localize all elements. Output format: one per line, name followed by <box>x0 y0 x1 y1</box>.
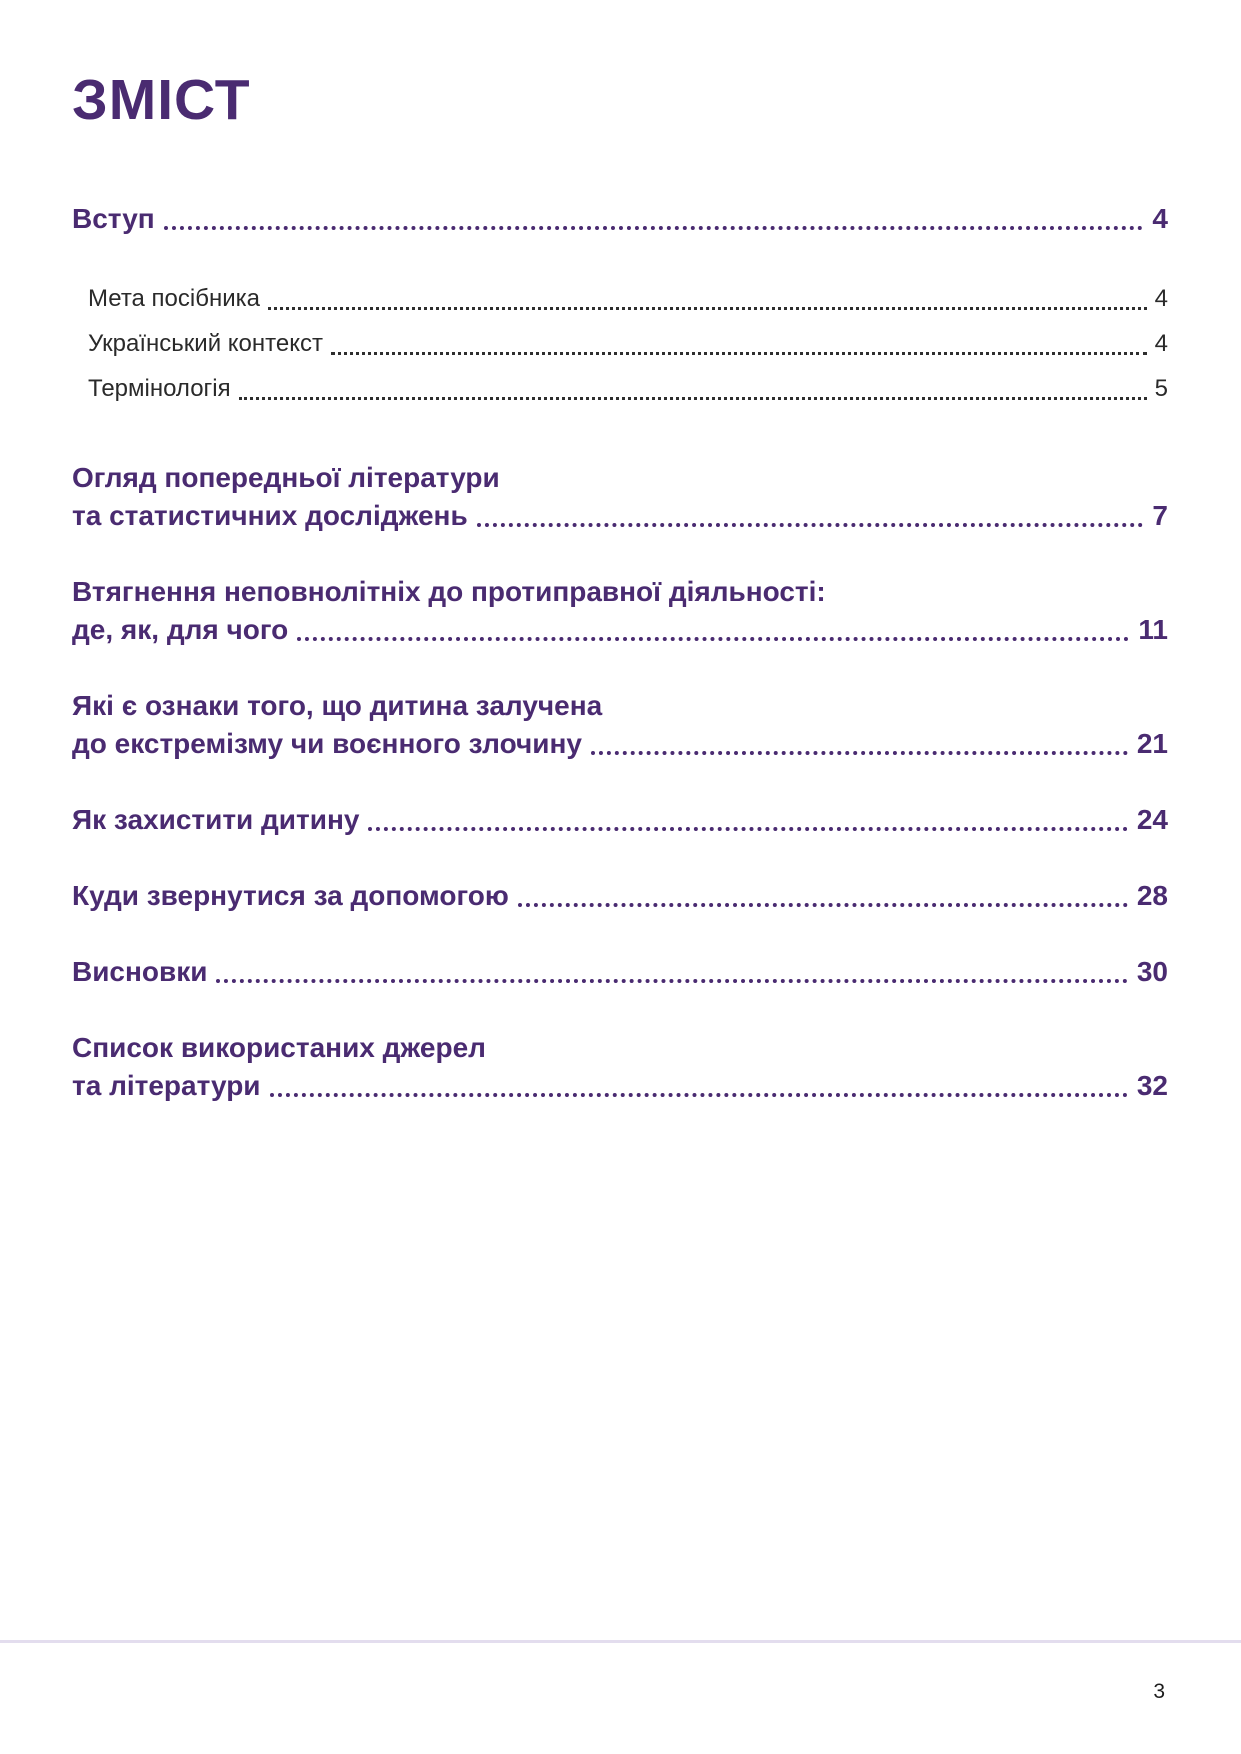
toc-entry-label: Термінологія <box>88 375 231 403</box>
toc-page-number: 4 <box>1154 330 1168 358</box>
dot-leader <box>331 352 1147 355</box>
dot-leader <box>164 226 1144 230</box>
toc-page-number: 30 <box>1136 956 1168 988</box>
dot-leader <box>477 523 1144 527</box>
dot-leader <box>297 637 1129 641</box>
toc-entry-vysnovky <box>72 953 1168 991</box>
toc-entry-label: Вступ <box>72 203 155 235</box>
toc-entry-line2: де, як, для чого 11 <box>72 611 1168 649</box>
footer-divider <box>0 1640 1241 1643</box>
toc-entry-line1: Список використаних джерел <box>72 1032 486 1064</box>
toc-entry-label: Мета посібника <box>88 285 261 313</box>
toc-entry-oznaky <box>72 687 1168 763</box>
toc-entry-terminolohiia <box>72 366 1168 411</box>
toc-page-number: 4 <box>1154 285 1168 313</box>
toc-entry-line1: Які є ознаки того, що дитина залучена <box>72 690 603 722</box>
dot-leader <box>268 307 1147 310</box>
dot-leader <box>216 979 1127 983</box>
footer-page-number: 3 <box>1153 1680 1165 1703</box>
toc-entry-label: Український контекст <box>88 330 323 358</box>
toc-entry-label: Як захистити дитину <box>72 804 360 836</box>
toc-entry-spysok-dzherel <box>72 1029 1168 1105</box>
toc-entry-line2: та літератури 32 <box>72 1067 1168 1105</box>
toc-sub-list <box>72 276 1168 411</box>
toc-page-number: 28 <box>1136 880 1168 912</box>
dot-leader <box>270 1093 1128 1097</box>
toc-page-number: 7 <box>1152 500 1168 532</box>
toc-entry-ohliad-literatury <box>72 459 1168 535</box>
toc-entry-meta-posibnyka <box>72 276 1168 321</box>
toc-page-number: 4 <box>1152 203 1168 235</box>
toc-entry-vtiahnennia <box>72 573 1168 649</box>
toc-entry-line2: до екстремізму чи воєнного злочину 21 <box>72 725 1168 763</box>
toc-entry-kudy-zvernutysia <box>72 877 1168 915</box>
toc-page-number: 32 <box>1136 1070 1168 1102</box>
toc-page-number: 24 <box>1136 804 1168 836</box>
page-title: ЗМІСТ <box>72 68 251 132</box>
toc-entry-line2: та статистичних досліджень 7 <box>72 497 1168 535</box>
toc-page-number: 11 <box>1138 614 1168 646</box>
toc-entry-yak-zakhystyty <box>72 801 1168 839</box>
toc-page-number: 21 <box>1136 728 1168 760</box>
toc-entry-line1: Огляд попередньої літератури <box>72 462 500 494</box>
dot-leader <box>591 751 1128 755</box>
toc-entry-ukrainskyi-kontekst <box>72 321 1168 366</box>
toc-page-number: 5 <box>1154 375 1168 403</box>
toc-entry-label: Висновки <box>72 956 208 988</box>
toc-entry-label: Куди звернутися за допомогою <box>72 880 509 912</box>
toc-entry-vstup <box>72 200 1168 238</box>
dot-leader <box>239 397 1147 400</box>
dot-leader <box>518 903 1128 907</box>
dot-leader <box>368 827 1127 831</box>
table-of-contents <box>72 200 1168 1105</box>
toc-entry-line1: Втягнення неповнолітніх до протиправної діяльності: <box>72 576 826 608</box>
